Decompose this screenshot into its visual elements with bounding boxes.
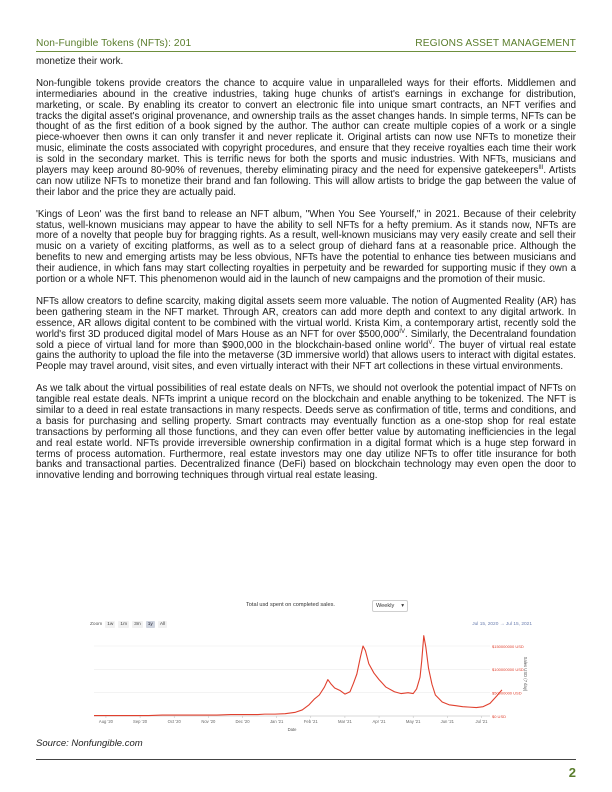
x-tick-label: May '21 — [405, 719, 421, 724]
x-tick-label: Dec '20 — [235, 719, 250, 724]
chart-source: Source: Nonfungible.com — [36, 738, 143, 749]
sales-line-chart — [86, 628, 532, 734]
zoom-controls — [90, 621, 167, 628]
x-tick-label: Jan '21 — [269, 719, 284, 724]
chart-title: Total usd spent on completed sales. — [246, 602, 335, 608]
x-axis-label: Date — [287, 727, 297, 732]
zoom-buttons — [105, 621, 167, 628]
date-range[interactable] — [472, 622, 532, 627]
page-header — [36, 33, 576, 49]
header-title: Non-Fungible Tokens (NFTs): 201 — [36, 38, 192, 49]
header-divider — [36, 51, 576, 52]
zoom-button-1w[interactable]: 1w — [107, 622, 114, 627]
plot-area — [94, 632, 490, 716]
y-axis-label: Sales USD (7 day) — [523, 656, 528, 692]
paragraph-1 — [36, 79, 576, 199]
x-tick-label: Sep '20 — [133, 719, 148, 724]
interval-select-value: Weekly — [376, 603, 395, 609]
footnote-ref-v: V — [428, 339, 433, 346]
x-tick-label: Aug '20 — [98, 719, 113, 724]
chevron-down-icon: ▾ — [401, 603, 404, 609]
page-number: 2 — [568, 765, 576, 780]
y-tick-label: $0 USD — [492, 713, 507, 719]
x-tick-label: Feb '21 — [303, 719, 318, 724]
article-body — [36, 57, 576, 493]
x-tick-label: Apr '21 — [372, 719, 386, 724]
paragraph-0: monetize their work. — [36, 56, 124, 67]
zoom-button-3m[interactable]: 3m — [134, 622, 141, 627]
footnote-ref-iv: IV — [399, 328, 405, 335]
header-company: REGIONS ASSET MANAGEMENT — [415, 38, 576, 49]
zoom-button-1m[interactable]: 1m — [120, 622, 128, 627]
paragraph-1-text-b: . Artists can now utilize NFTs to monetize their brand and fan following. This will allow artists to bridge the gap between the value of their labor and the price they are actually paid. — [36, 165, 576, 198]
sales-chart-figure — [86, 600, 532, 734]
y-tick-label: $150000000 USD — [492, 643, 524, 649]
x-tick-label: Jun '21 — [440, 719, 455, 724]
paragraph-2: 'Kings of Leon' was the first band to release an NFT album, "When You See Yourself," in 2021. Because of their celebrity status, well-known musicians may appear to have the ability to sell NFTs for a hefty premium. As it stands now, NFTs are more of a novelty that people buy for bragging rights. As a result, well-known musicians may very easily create and sell their music on a variety of exciting platforms, as well as to a select group of diehard fans at a reasonable price. Although the benefits to new and emerging artists may be less obvious, NFTs have the potential to enhance ties between musicians and their audience, in which fans may start collecting royalties in perpetuity and be rewarded for supporting music if they own a portion or a whole NFT. This phenomenon would aid in the launch of new campaigns and the promotion of their music. — [36, 208, 576, 286]
date-from: Jul 15, 2020 — [472, 622, 499, 627]
footer-divider — [36, 759, 576, 760]
date-to: Jul 15, 2021 — [505, 622, 532, 627]
paragraph-3-text-c: . The buyer of virtual real estate gains the authority to upload the file into the metaverse (3D immersive world) that allows users to interact with digital estates. People may travel around, visit sites, and even virtually interact with their NFT art collections in these virtual environments. — [36, 339, 576, 373]
y-tick-label: $100000000 USD — [492, 667, 524, 673]
date-separator: → — [499, 622, 505, 627]
zoom-label: Zoom — [90, 622, 103, 627]
interval-select[interactable] — [372, 600, 408, 612]
paragraph-3-text-a: NFTs allow creators to define scarcity, making digital assets seem more valuable. The notion of Augmented Reality (AR) has been gathering steam in the NFT market. Through AR, creators can add more depth and context to any digital artwork. In essence, AR allows digital content to be combined with the virtual world. Krista Kim, a contemporary artist, recently sold the world's first 3D produced digital model of Mars House as an NFT for over $500,000 — [36, 295, 576, 340]
x-tick-label: Mar '21 — [337, 719, 352, 724]
zoom-button-1y[interactable]: 1y — [147, 622, 153, 627]
x-tick-label: Oct '20 — [167, 719, 181, 724]
x-tick-label: Nov '20 — [201, 719, 216, 724]
y-tick-label: $50000000 USD — [492, 690, 522, 696]
x-tick-label: Jul '21 — [475, 719, 488, 724]
footnote-ref-iii: III — [538, 164, 544, 171]
zoom-button-all[interactable]: All — [159, 622, 166, 627]
paragraph-3 — [36, 297, 576, 373]
paragraph-3-text-b: . Similarly, the Decentraland foundation sold a piece of virtual land for more than $900,000 in the blockchain-based online world — [36, 328, 576, 351]
paragraph-4: As we talk about the virtual possibilities of real estate deals on NFTs, we should not overlook the potential impact of NFTs on tangible real estate deals. NFTs imprint a unique record on the blockchain and enable anything to be tokenized. The NFT is similar to a deed in real estate transactions in many respects. Deeds serve as confirmation of title, terms and conditions, and a basis for purchasing and selling property. Smart contracts may eventually function as a one-stop shop for real estate transactions by performing all those functions, and they can even offer better value by automating inefficiencies in the legal and real estate world. NFTs provide irreversible ownership confirmation in a digital format which is a huge step forward in terms of process automation. Furthermore, real estate investors may one day utilize NFTs to offer title insurance for both banks and transactional parties. Decentralized finance (DeFi) based on blockchain technology may even open the door to innovative lending and borrowing techniques through virtual real estate leasing. — [36, 383, 576, 482]
paragraph-1-text-a: Non-fungible tokens provide creators the chance to acquire value in unparalleled ways for their efforts. Middlemen and intermediaries abound in the creative industries, taking huge chunks of artist's earnings in exchange for distribution, marketing, or scale. By enabling its creator to convert an electronic file into unique smart contracts, an NFT verifies and tracks the digital asset's original provenance, and ownership trails as the asset changes hands. In simple terms, NFTs can be thought of as the first edition of a book signed by the author. The author can create multiple copies of a work or a single piece-whoever then owns it can only transfer it and never replicate it. Original artists can now use NFTs to monetize their music, eliminate the costs associated with copyright procedures, and ensure that they receive royalties each time their work is sold in the secondary market. This is terrific news for both the sports and music industries. With NFTs, musicians and players may keep around 80-90% of revenues, thereby eliminating piracy and the need for expensive gatekeepers — [36, 77, 576, 177]
